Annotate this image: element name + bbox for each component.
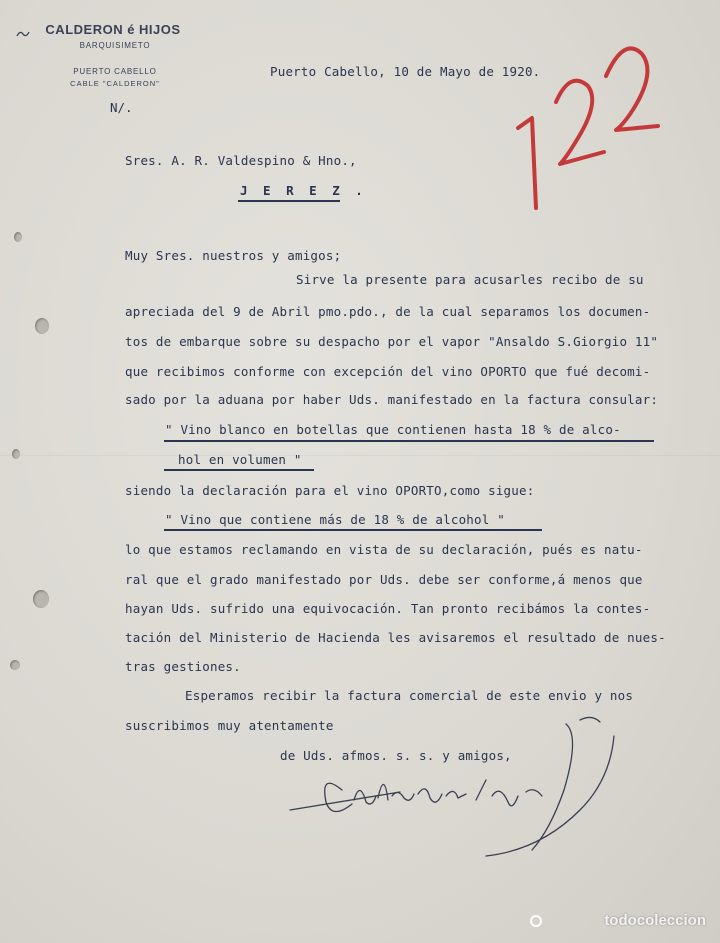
quoted-line: " Vino que contiene más de 18 % de alcohol " [165,512,505,527]
reference-mark: N/. [110,100,133,115]
punch-hole [12,449,20,459]
watermark-text: todocoleccion [604,912,706,929]
body-line: Esperamos recibir la factura comercial de este envio y nos [185,688,634,703]
body-line: lo que estamos reclamando en vista de su declaración, pués es natu- [125,542,643,557]
closing-line: de Uds. afmos. s. s. y amigos, [280,748,512,763]
quoted-line: " Vino blanco en botellas que contienen hasta 18 % de alco- [165,422,621,437]
body-line: ral que el grado manifestado por Uds. debe ser conforme,á menos que [125,572,643,587]
date-line: Puerto Cabello, 10 de Mayo de 1920. [270,64,541,79]
company-name: CALDERON é HIJOS [45,22,181,37]
body-line: tras gestiones. [125,659,241,674]
recipient-name: Sres. A. R. Valdespino & Hno., [125,153,357,168]
fold-crease [0,455,720,456]
punch-hole [33,590,49,608]
city-underline [238,200,340,202]
company-city: BARQUISIMETO [79,41,151,50]
watermark-logo-icon [530,915,542,927]
company-cable: CABLE "CALDERON" [70,79,160,88]
quote-underline [164,529,542,531]
signature [280,700,640,860]
body-line: sado por la aduana por haber Uds. manifestado en la factura consular: [125,392,659,407]
body-line: tación del Ministerio de Hacienda les avisaremos el resultado de nues- [125,630,666,645]
body-line: Sirve la presente para acusarles recibo de su [296,272,644,287]
quote-underline [164,440,654,442]
punch-hole [35,318,49,334]
body-line: hayan Uds. sufrido una equivocación. Tan pronto recibámos la contes- [125,601,651,616]
punch-hole [14,232,22,242]
greeting: Muy Sres. nuestros y amigos; [125,248,342,263]
body-line: suscribimos muy atentamente [125,718,334,733]
company-port: PUERTO CABELLO [73,67,157,76]
quoted-line: hol en volumen " [178,452,302,467]
recipient-city: J E R E Z . [240,183,367,198]
body-line: que recibimos conforme con excepción del vino OPORTO que fué decomi- [125,364,651,379]
handwritten-number [508,30,678,220]
body-line: apreciada del 9 de Abril pmo.pdo., de la cual separamos los documen- [125,304,651,319]
quote-underline [164,469,314,471]
punch-hole [10,660,20,670]
body-line: siendo la declaración para el vino OPORTO,como sigue: [125,483,535,498]
body-line: tos de embarque sobre su despacho por el vapor "Ansaldo S.Giorgio 11" [125,334,659,349]
